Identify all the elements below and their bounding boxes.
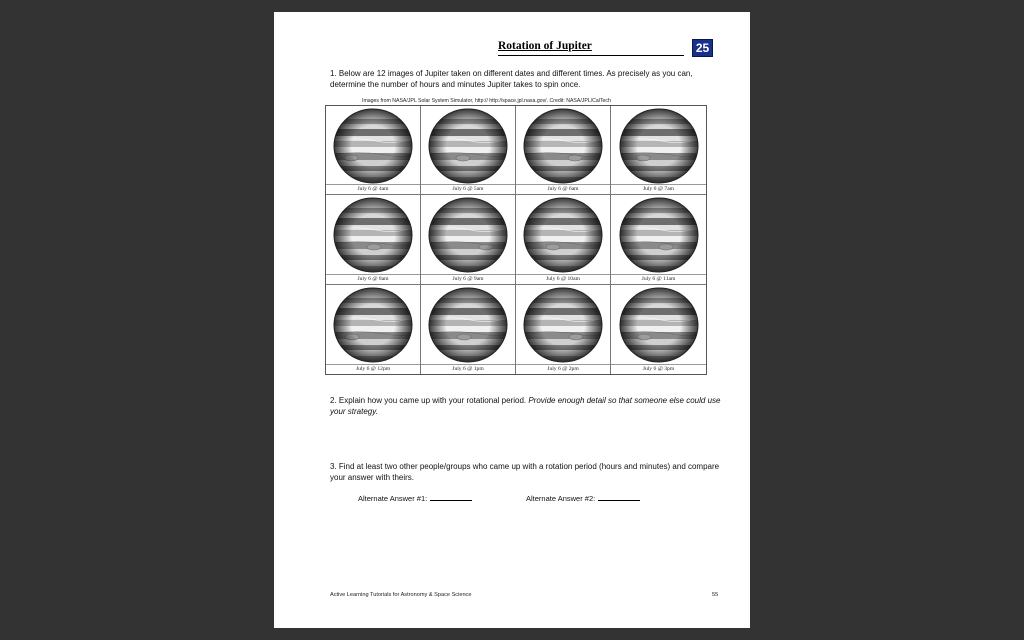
jupiter-icon (331, 106, 415, 186)
jupiter-cell (326, 195, 421, 284)
jupiter-caption: July 6 @ 2pm (516, 364, 610, 374)
jupiter-cell (611, 195, 706, 284)
jupiter-image-box (611, 285, 706, 365)
jupiter-icon (617, 106, 701, 186)
jupiter-caption: July 6 @ 10am (516, 274, 610, 284)
footer-book-title: Active Learning Tutorials for Astronomy & Space Science (330, 592, 472, 598)
jupiter-image-box (516, 106, 610, 186)
jupiter-image-box (611, 195, 706, 275)
jupiter-caption: July 6 @ 1pm (421, 364, 515, 374)
alternate-answer-1-label: Alternate Answer #1: (358, 494, 428, 503)
jupiter-icon (521, 195, 605, 275)
jupiter-caption: July 6 @ 6am (516, 184, 610, 194)
page-title: Rotation of Jupiter (498, 40, 592, 52)
jupiter-image-box (326, 106, 420, 186)
jupiter-caption: July 6 @ 12pm (326, 364, 420, 374)
jupiter-image-box (326, 195, 420, 275)
jupiter-icon (617, 195, 701, 275)
jupiter-image-box (516, 285, 610, 365)
question-1: 1. Below are 12 images of Jupiter taken on different dates and different times. As precisely as you can, determine the number of hours and minutes Jupiter takes to spin once. (330, 69, 693, 89)
jupiter-image-box (611, 106, 706, 186)
jupiter-cell (611, 106, 706, 195)
jupiter-caption: July 6 @ 7am (611, 184, 706, 194)
jupiter-caption: July 6 @ 4am (326, 184, 420, 194)
jupiter-image-box (421, 195, 515, 275)
question-3: 3. Find at least two other people/groups who came up with a rotation period (hours and minutes) and compare your answer with theirs. (330, 462, 720, 482)
jupiter-image-box (421, 285, 515, 365)
jupiter-icon (426, 285, 510, 365)
question-2-text: 2. Explain how you came up with your rotational period. (330, 396, 527, 405)
jupiter-caption: July 6 @ 9am (421, 274, 515, 284)
jupiter-cell (421, 195, 516, 284)
alternate-answer-1-blank[interactable] (430, 494, 472, 501)
jupiter-icon (426, 106, 510, 186)
jupiter-image-box (516, 195, 610, 275)
jupiter-caption: July 6 @ 8am (326, 274, 420, 284)
jupiter-cell (326, 106, 421, 195)
jupiter-image-box (421, 106, 515, 186)
jupiter-cell (611, 285, 706, 374)
alternate-answer-1 (358, 494, 472, 503)
jupiter-caption: July 6 @ 11am (611, 274, 706, 284)
jupiter-icon (521, 285, 605, 365)
activity-number-badge: 25 (692, 39, 713, 57)
title-line (498, 40, 684, 56)
jupiter-cell (516, 106, 611, 195)
jupiter-icon (521, 106, 605, 186)
jupiter-icon (331, 285, 415, 365)
jupiter-image-box (326, 285, 420, 365)
alternate-answer-2-label: Alternate Answer #2: (526, 494, 596, 503)
jupiter-icon (617, 285, 701, 365)
question-2 (330, 395, 730, 417)
jupiter-caption: July 6 @ 5am (421, 184, 515, 194)
document-page (274, 12, 750, 628)
alternate-answer-2-blank[interactable] (598, 494, 640, 501)
jupiter-cell (421, 106, 516, 195)
jupiter-cell (516, 195, 611, 284)
image-credit: Images from NASA/JPL Solar System Simulator, http:// http://space.jpl.nasa.gov/. Credit: NASA/JPL/CalTech (362, 98, 611, 104)
jupiter-image-grid (325, 105, 707, 375)
jupiter-caption: July 6 @ 3pm (611, 364, 706, 374)
jupiter-icon (331, 195, 415, 275)
jupiter-cell (516, 285, 611, 374)
jupiter-icon (426, 195, 510, 275)
jupiter-cell (326, 285, 421, 374)
alternate-answer-2 (526, 494, 640, 503)
jupiter-cell (421, 285, 516, 374)
footer-page-number: 55 (712, 592, 719, 598)
question-2-italic: Provide enough detail so that someone else could use your strategy. (330, 396, 721, 416)
